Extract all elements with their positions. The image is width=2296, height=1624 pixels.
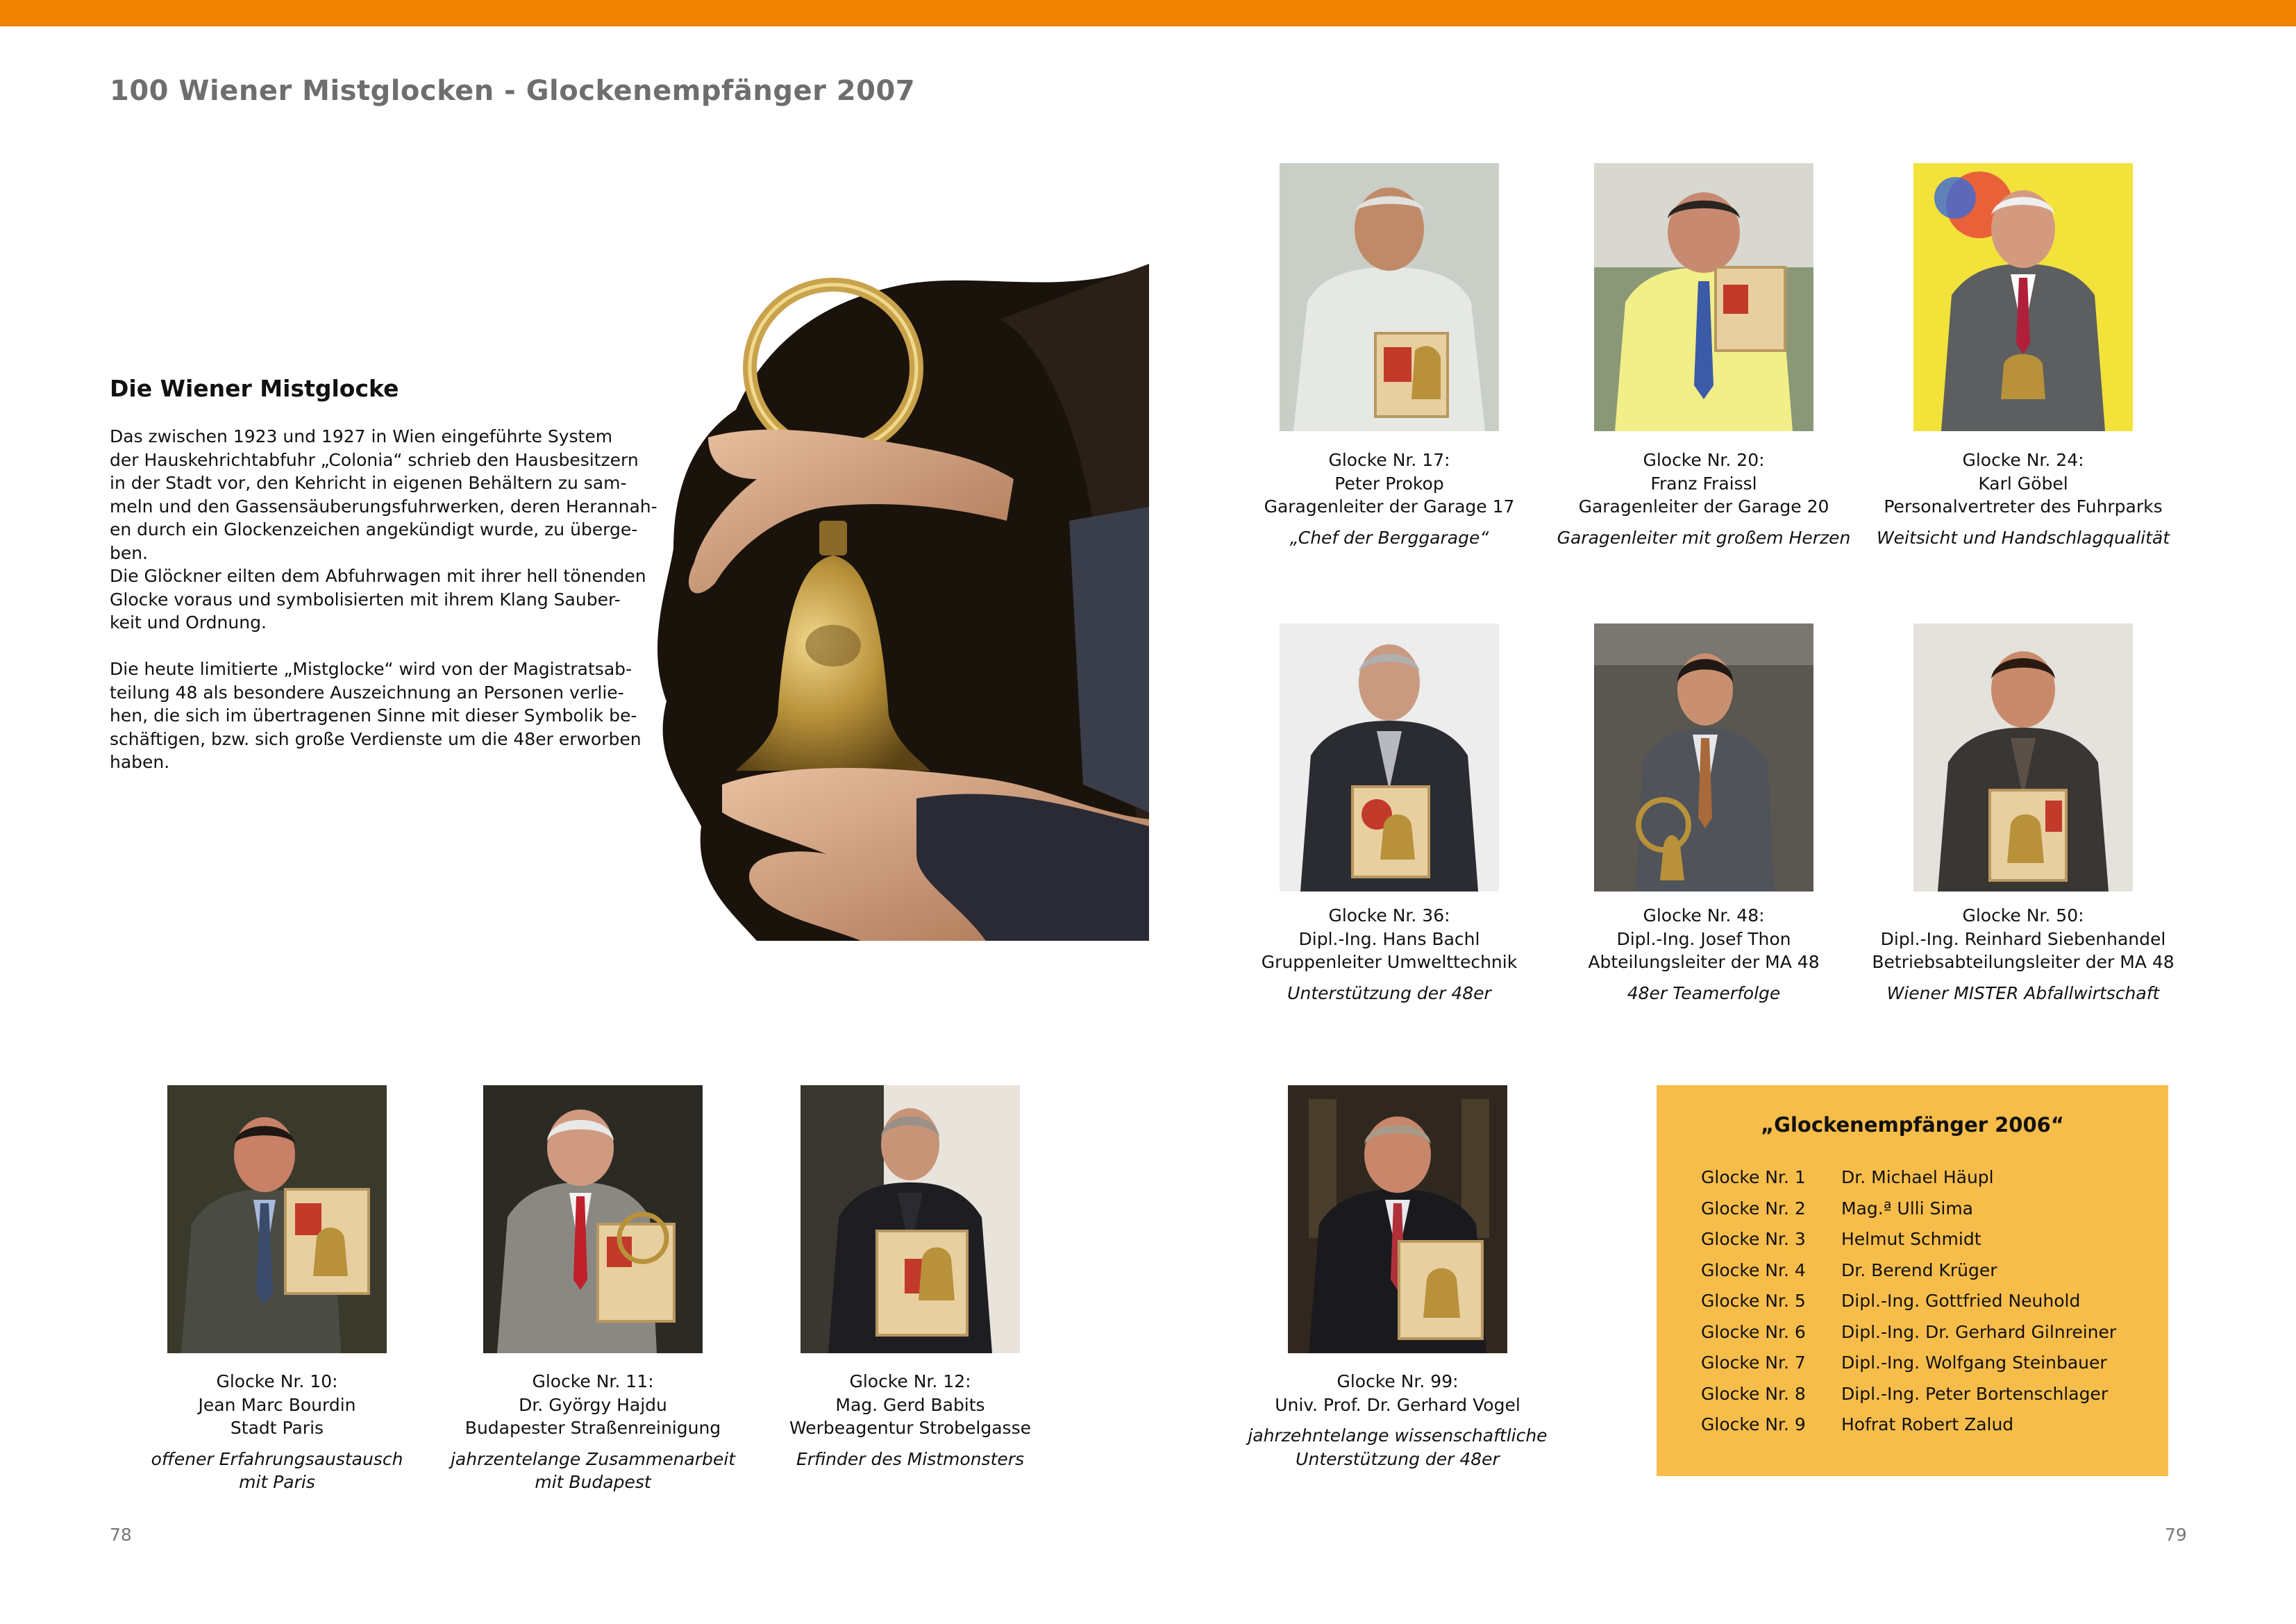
caption-motto: Wiener MISTER Abfallwirtschaft <box>1886 982 2160 1003</box>
bell-number: Glocke Nr. 8 <box>1701 1383 1806 1404</box>
list-item <box>1701 1353 2116 1384</box>
caption-motto: „Chef der Berggarage“ <box>1289 527 1489 548</box>
photo-jean-marc-bourdin <box>167 1085 387 1353</box>
recipient-name: Dipl.-Ing. Peter Bortenschlager <box>1841 1383 2109 1404</box>
caption-motto: Erfinder des Mistmonsters <box>796 1448 1025 1469</box>
caption-motto: jahrzehntelange wissenschaftliche Unterstützung der 48er <box>1248 1425 1548 1469</box>
caption-motto: Garagenleiter mit großem Herzen <box>1557 527 1851 548</box>
caption-franz-fraissl <box>1541 449 1867 549</box>
caption-glocke: Glocke Nr. 20: <box>1643 450 1765 470</box>
caption-glocke: Glocke Nr. 10: <box>216 1371 338 1391</box>
caption-reinhard-siebenhandel <box>1860 904 2186 1005</box>
caption-gerhard-vogel <box>1234 1370 1561 1471</box>
intro-line: haben. <box>110 752 170 772</box>
bell-number: Glocke Nr. 5 <box>1701 1291 1806 1311</box>
caption-gyoergy-hajdu <box>430 1370 756 1494</box>
caption-motto: jahrzentelange Zusammenarbeit mit Budapest <box>450 1448 736 1492</box>
intro-text <box>110 425 658 774</box>
list-item <box>1701 1260 2116 1291</box>
caption-role: Garagenleiter der Garage 20 <box>1578 496 1829 517</box>
photo-gerhard-vogel <box>1288 1085 1507 1353</box>
list-item <box>1701 1291 2116 1322</box>
photo-reinhard-siebenhandel <box>1913 623 2133 891</box>
caption-role: Abteilungsleiter der MA 48 <box>1588 952 1820 972</box>
caption-role: Gruppenleiter Umwelttechnik <box>1261 952 1518 972</box>
caption-peter-prokop <box>1226 449 1552 549</box>
caption-josef-thon <box>1541 904 1867 1005</box>
list-item <box>1701 1322 2116 1353</box>
bell-number: Glocke Nr. 4 <box>1701 1259 1806 1280</box>
caption-glocke: Glocke Nr. 12: <box>849 1371 971 1391</box>
intro-line: ben. <box>110 542 149 563</box>
intro-line: in der Stadt vor, den Kehricht in eigenen Behältern zu sam- <box>110 473 627 493</box>
page-number-right: 79 <box>2165 1525 2187 1545</box>
intro-line: Die Glöckner eilten dem Abfuhrwagen mit ihrer hell tönenden <box>110 566 646 586</box>
photo-josef-thon <box>1594 623 1813 891</box>
caption-motto: Weitsicht und Handschlagqualität <box>1876 527 2170 548</box>
recipient-name: Helmut Schmidt <box>1841 1229 1981 1249</box>
caption-name: Peter Prokop <box>1334 473 1444 494</box>
caption-glocke: Glocke Nr. 50: <box>1962 905 2084 926</box>
recipient-name: Dipl.-Ing. Dr. Gerhard Gilnreiner <box>1841 1321 2117 1342</box>
caption-glocke: Glocke Nr. 48: <box>1643 905 1765 926</box>
caption-jean-marc-bourdin <box>114 1370 440 1494</box>
caption-name: Jean Marc Bourdin <box>198 1394 356 1415</box>
intro-line: teilung 48 als besondere Auszeichnung an Personen verlie- <box>110 682 624 703</box>
photo-franz-fraissl <box>1594 163 1813 431</box>
recipient-name: Hofrat Robert Zalud <box>1841 1414 2014 1434</box>
hero-bell-photo <box>653 257 1149 941</box>
caption-glocke: Glocke Nr. 36: <box>1328 905 1450 926</box>
list-item <box>1701 1414 2116 1446</box>
photo-karl-goebel <box>1913 163 2133 431</box>
caption-name: Franz Fraissl <box>1650 473 1757 494</box>
caption-role: Budapester Straßenreinigung <box>464 1418 721 1438</box>
caption-glocke: Glocke Nr. 99: <box>1336 1371 1459 1391</box>
intro-line: der Hauskehrichtabfuhr „Colonia“ schrieb den Hausbesitzern <box>110 449 639 470</box>
top-accent-bar <box>0 0 2296 26</box>
intro-line: meln und den Gassensäuberungsfuhrwerken, deren Herannah- <box>110 496 657 517</box>
bell-number: Glocke Nr. 2 <box>1701 1198 1806 1219</box>
list-item <box>1701 1229 2116 1260</box>
page-title: 100 Wiener Mistglocken - Glockenempfänger 2007 <box>110 75 916 107</box>
intro-line: Glocke voraus und symbolisierten mit ihrem Klang Sauber- <box>110 589 621 610</box>
photo-gyoergy-hajdu <box>483 1085 703 1353</box>
caption-gerd-babits <box>747 1370 1073 1471</box>
caption-hans-bachl <box>1226 904 1552 1005</box>
intro-line: hen, die sich im übertragenen Sinne mit dieser Symbolik be- <box>110 705 637 726</box>
caption-role: Garagenleiter der Garage 17 <box>1264 496 1515 517</box>
bell-number: Glocke Nr. 6 <box>1701 1321 1806 1342</box>
intro-line: keit und Ordnung. <box>110 612 267 633</box>
intro-line: en durch ein Glockenzeichen angekündigt wurde, zu überge- <box>110 519 638 539</box>
photo-hans-bachl <box>1280 623 1499 891</box>
photo-peter-prokop <box>1280 163 1499 431</box>
recipient-name: Dr. Berend Krüger <box>1841 1259 1997 1280</box>
caption-name: Univ. Prof. Dr. Gerhard Vogel <box>1275 1394 1520 1415</box>
list-item <box>1701 1384 2116 1415</box>
caption-name: Dr. György Hajdu <box>519 1394 667 1415</box>
caption-role: Personalvertreter des Fuhrparks <box>1884 496 2163 517</box>
caption-name: Dipl.-Ing. Reinhard Siebenhandel <box>1880 928 2166 949</box>
caption-glocke: Glocke Nr. 24: <box>1962 450 2084 470</box>
caption-motto: offener Erfahrungsaustausch mit Paris <box>151 1448 403 1492</box>
caption-name: Mag. Gerd Babits <box>835 1394 985 1415</box>
list-item <box>1701 1198 2116 1230</box>
caption-motto: Unterstützung der 48er <box>1287 982 1491 1003</box>
box-list <box>1701 1167 2116 1446</box>
caption-role: Werbeagentur Strobelgasse <box>789 1418 1031 1438</box>
box-title: „Glockenempfänger 2006“ <box>1761 1113 2064 1137</box>
caption-name: Dipl.-Ing. Josef Thon <box>1616 928 1791 949</box>
list-item <box>1701 1167 2116 1198</box>
intro-line: schäftigen, bzw. sich große Verdienste um die 48er erworben <box>110 728 642 749</box>
intro-line: Die heute limitierte „Mistglocke“ wird von der Magistratsab- <box>110 659 632 679</box>
caption-glocke: Glocke Nr. 17: <box>1328 450 1450 470</box>
bell-number: Glocke Nr. 9 <box>1701 1414 1806 1434</box>
caption-name: Dipl.-Ing. Hans Bachl <box>1298 928 1480 949</box>
glockenempfaenger-2006-box <box>1657 1085 2168 1476</box>
bell-number: Glocke Nr. 7 <box>1701 1353 1806 1373</box>
intro-line: Das zwischen 1923 und 1927 in Wien eingeführte System <box>110 426 613 446</box>
caption-role: Stadt Paris <box>230 1418 324 1438</box>
recipient-name: Dipl.-Ing. Gottfried Neuhold <box>1841 1291 2081 1311</box>
caption-karl-goebel <box>1860 449 2186 549</box>
page-number-left: 78 <box>110 1525 132 1545</box>
intro-gap <box>110 635 658 658</box>
bell-number: Glocke Nr. 1 <box>1701 1167 1806 1187</box>
bell-number: Glocke Nr. 3 <box>1701 1229 1806 1249</box>
recipient-name: Mag.ª Ulli Sima <box>1841 1198 1974 1219</box>
photo-gerd-babits <box>801 1085 1020 1353</box>
caption-name: Karl Göbel <box>1978 473 2068 494</box>
recipient-name: Dr. Michael Häupl <box>1841 1167 1994 1187</box>
recipient-name: Dipl.-Ing. Wolfgang Steinbauer <box>1841 1353 2107 1373</box>
intro-heading: Die Wiener Mistglocke <box>110 375 399 402</box>
caption-role: Betriebsabteilungsleiter der MA 48 <box>1872 952 2175 972</box>
caption-motto: 48er Teamerfolge <box>1627 982 1781 1003</box>
caption-glocke: Glocke Nr. 11: <box>532 1371 654 1391</box>
